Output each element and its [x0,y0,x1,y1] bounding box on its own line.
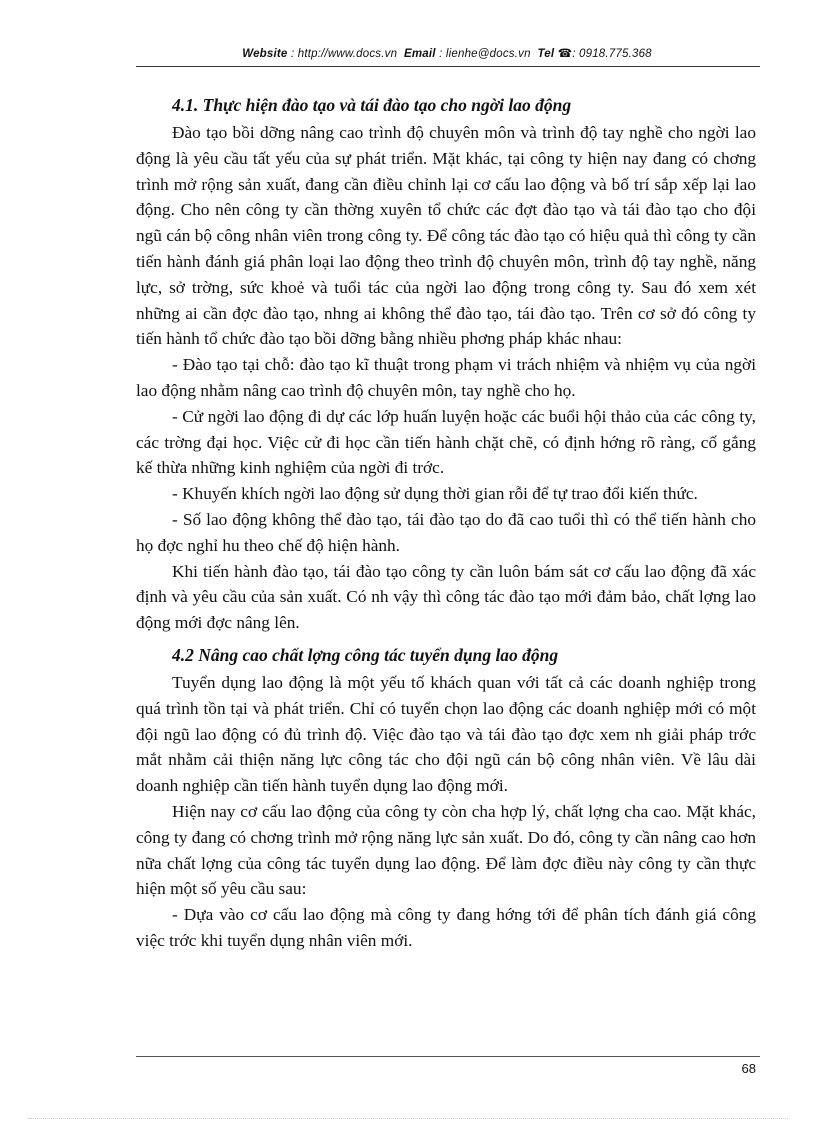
email-value: : lienhe@docs.vn [439,48,531,60]
paragraph: - Dựa vào cơ cấu lao động mà công ty đang hớng tới để phân tích đánh giá công việc trớc khi tuyển dụng nhân viên mới. [136,905,756,950]
website-value: : http://www.docs.vn [290,48,398,60]
tel-value: : 0918.775.368 [572,48,652,60]
paragraph: Hiện nay cơ cấu lao động của công ty còn cha hợp lý, chất lợng cha cao. Mặt khác, công ty đang có chơng trình mở rộng năng lực sản xuất. Do đó, công ty cần nâng cao hơn nữa chất lợng của công tác tuyển dụng lao động. Để làm đợc điều này công ty cần thực hiện một số yêu cầu sau: [136,801,756,899]
tel-label: Tel [537,48,555,60]
paragraph: - Đào tạo tại chỗ: đào tạo kĩ thuật trong phạm vi trách nhiệm và nhiệm vụ của ngời lao động nhằm nâng cao trình độ chuyên môn, tay nghề cho họ. [136,355,756,400]
paragraph: Khi tiến hành đào tạo, tái đào tạo công ty cần luôn bám sát cơ cấu lao động đã xác định và yêu cầu của sản xuất. Có nh vậy thì công tác đào tạo mới đảm bảo, chất lợng lao động mới đợc nâng lên. [136,561,756,633]
email-label: Email [404,48,436,60]
phone-icon: ☎ [557,48,573,60]
page-number: 68 [741,1061,756,1076]
paragraph: Đào tạo bồi dỡng nâng cao trình độ chuyên môn và trình độ tay nghề cho ngời lao động là yêu cầu tất yếu của sự phát triển. Mặt khác, tại công ty hiện nay đang có chơng trình mở rộng sản xuất, đang cần điều chỉnh lại cơ cấu lao động và bố trí sắp xếp lại lao động. Cho nên công ty cần thờng xuyên tổ chức các đợt đào tạo và tái đào tạo cho đội ngũ cán bộ công nhân viên trong công ty. Để công tác đào tạo có hiệu quả thì công ty cần tiến hành đánh giá phân loại lao động theo trình độ chuyên môn, trình độ tay nghề, năng lực, sở trờng, sức khoẻ và tuổi tác của ngời lao động trong công ty. Sau đó xem xét những ai cần đợc đào tạo, nhng ai không thể đào tạo, tái đào tạo. Trên cơ sở đó công ty tiến hành tổ chức đào tạo bồi dỡng bằng nhiều phơng pháp khác nhau: [136,123,756,349]
paragraph: - Số lao động không thể đào tạo, tái đào tạo do đã cao tuổi thì có thể tiến hành cho họ đợc nghỉ hu theo chế độ hiện hành. [136,509,756,555]
paragraph: - Cử ngời lao động đi dự các lớp huấn luyện hoặc các buổi hội thảo của các công ty, các trờng đại học. Việc cử đi học cần tiến hành chặt chẽ, có định hớng rõ ràng, cố gắng kế thừa những kinh nghiệm của ngời đi trớc. [136,406,756,478]
page-header [136,46,758,60]
section-heading-4-1: 4.1. Thực hiện đào tạo và tái đào tạo cho ngời lao động [172,95,572,115]
paragraph: - Khuyến khích ngời lao động sử dụng thời gian rỗi để tự trao đổi kiến thức. [172,484,698,504]
website-label: Website [242,48,288,60]
section-heading-4-2: 4.2 Nâng cao chất lợng công tác tuyển dụng lao động [172,644,559,665]
header-divider [136,66,760,67]
footer-divider [136,1056,760,1057]
document-body [136,90,756,954]
paragraph: Tuyển dụng lao động là một yếu tố khách quan với tất cả các doanh nghiệp trong quá trình tồn tại và phát triển. Chỉ có tuyển chọn lao động các doanh nghiệp mới có một đội ngũ lao động có đủ trình độ. Việc đào tạo và tái đào tạo đợc xem nh giải pháp trớc mắt nhằm cải thiện năng lực công tác cho đội ngũ cán bộ công nhân viên. Về lâu dài doanh nghiệp cần tiến hành tuyển dụng lao động mới. [136,672,756,796]
page-bottom-border [28,1118,788,1119]
